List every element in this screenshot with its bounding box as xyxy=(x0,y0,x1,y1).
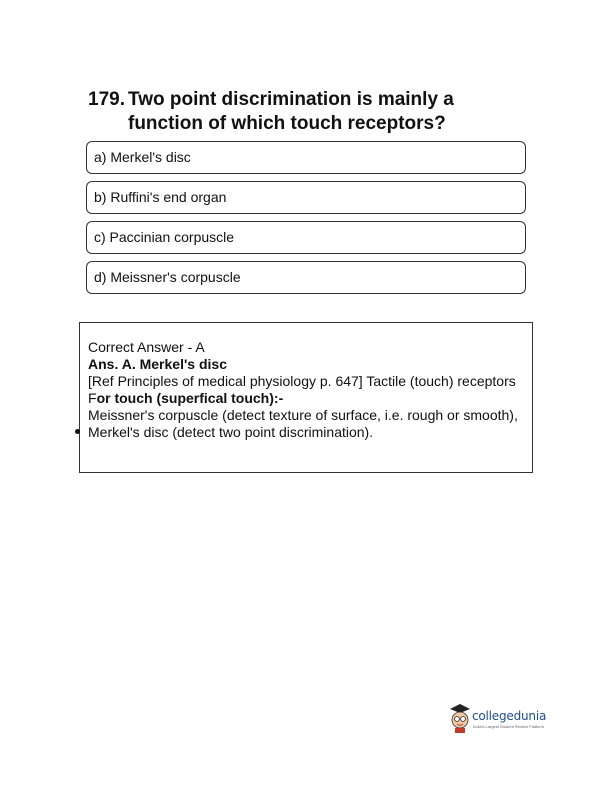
answer-box xyxy=(79,322,533,473)
touch-heading xyxy=(88,390,524,407)
option-c[interactable]: c) Paccinian corpuscle xyxy=(86,221,526,254)
answer-title: Ans. A. Merkel's disc xyxy=(88,356,227,372)
logo-tagline: India's Largest Student Review Platform xyxy=(473,724,545,729)
bullet-icon xyxy=(75,429,80,434)
bullet-text: Meissner's corpuscle (detect texture of surface, i.e. rough or smooth), Merkel's disc (detect two point discrimination). xyxy=(88,407,518,440)
touch-heading-prefix: F xyxy=(88,390,97,406)
reference-text: [Ref Principles of medical physiology p. 647] Tactile (touch) receptors xyxy=(88,373,516,389)
correct-answer-text: Correct Answer - A xyxy=(88,339,205,355)
question-heading xyxy=(88,88,528,136)
option-b[interactable]: b) Ruffini's end organ xyxy=(86,181,526,214)
question-number: 179. xyxy=(88,89,125,110)
collegedunia-logo xyxy=(448,703,548,737)
question-text: Two point discrimination is mainly a function of which touch receptors? xyxy=(128,89,454,134)
option-d[interactable]: d) Meissner's corpuscle xyxy=(86,261,526,294)
touch-heading-text: or touch (superfical touch):- xyxy=(96,390,284,406)
option-a[interactable]: a) Merkel's disc xyxy=(86,141,526,174)
options-list xyxy=(86,141,526,301)
mascot-icon xyxy=(448,703,472,733)
logo-name: collegedunia xyxy=(472,709,547,723)
